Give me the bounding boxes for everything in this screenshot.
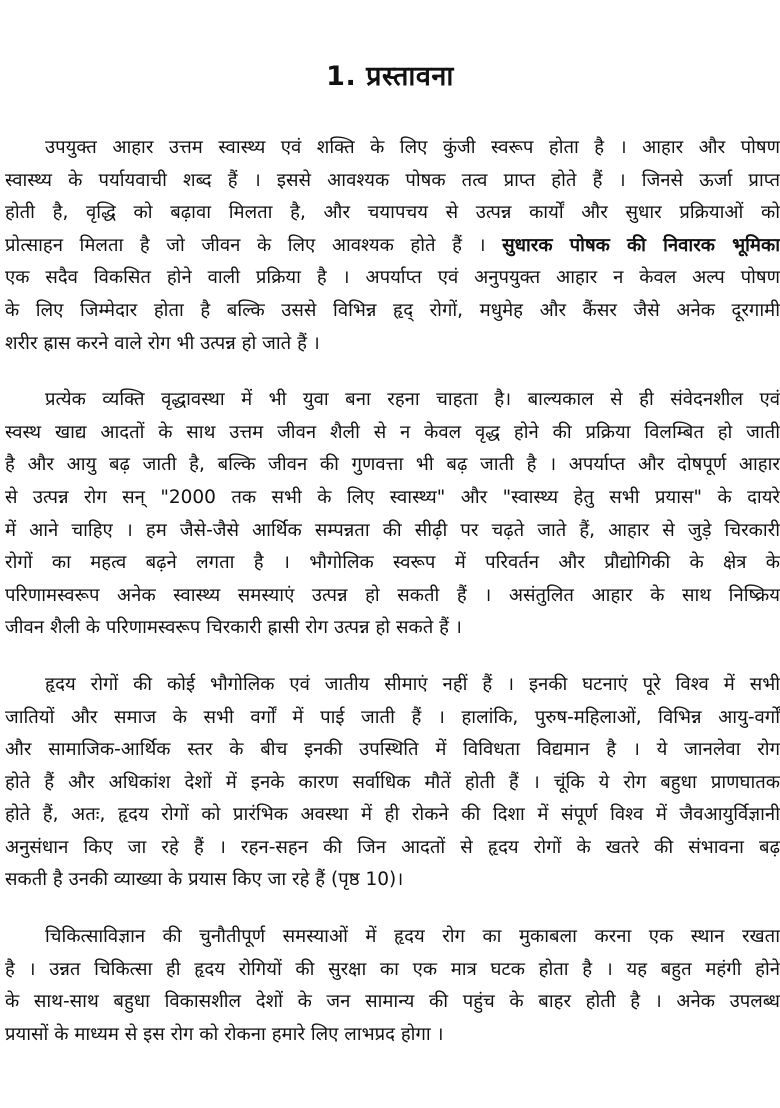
paragraph-2 — [5, 384, 780, 645]
text-line: स्वस्थ खाद्य आदतों के साथ उत्तम जीवन शैली से न केवल वृद्ध होने की प्रक्रिया विलम्बित हो जाती — [5, 421, 780, 443]
text-line: के लिए जिम्मेदार होता है बल्कि उससे विभिन्न हृद् रोगों, मधुमेह और कैंसर जैसे अनेक दूरगामी — [5, 299, 780, 321]
paragraph-3 — [5, 669, 780, 897]
text-line: के साथ-साथ बहुधा विकासशील देशों के जन सामान्य की पहुंच के बाहर होती है । अनेक उपलब्ध — [5, 991, 780, 1013]
text-line: होते हैं, अतः, हृदय रोगों को प्रारंभिक अवस्था में ही रोकने की दिशा में संपूर्ण विश्व में जैवआयुर्विज्ञानी — [5, 804, 780, 826]
text-line: है और आयु बढ़ जाती है, बल्कि जीवन की गुणवत्ता भी बढ़ जाती है । अपर्याप्त और दोषपूर्ण आहार — [5, 454, 780, 476]
text-line: रोगों का महत्व बढ़ने लगता है । भौगोलिक स्वरूप में परिवर्तन और प्रौद्योगिकी के क्षेत्र के — [5, 552, 780, 574]
text-line: प्रयासों के माध्यम से इस रोग को रोकना हमारे लिए लाभप्रद होगा । — [5, 1023, 444, 1045]
text-line: होते हैं और अधिकांश देशों में इनके कारण सर्वाधिक मौतें होती हैं । चूंकि ये रोग बहुधा प्राणघातक — [5, 771, 780, 793]
text-line: होती है, वृद्धि को बढ़ावा मिलता है, और चयापचय से उत्पन्न कार्यों और सुधार प्रक्रियाओं को — [5, 202, 780, 224]
text-line: में आने चाहिए । हम जैसे-जैसे आर्थिक सम्पन्नता की सीढ़ी पर चढ़ते जाते हैं, आहार से जुड़े चिरकारी — [5, 519, 780, 541]
text-line: प्रत्येक व्यक्ति वृद्धावस्था में भी युवा बना रहना चाहता है। बाल्यकाल से ही संवेदनशील एवं — [45, 389, 780, 411]
text-line: और सामाजिक-आर्थिक स्तर के बीच इनकी उपस्थिति में विविधता विद्यमान है । ये जानलेवा रोग — [5, 739, 780, 761]
text-line: जातियों और समाज के सभी वर्गों में पाई जाती हैं । हालांकि, पुरुष-महिलाओं, विभिन्न आयु-वर्गों — [5, 706, 780, 728]
text-line: है । उन्नत चिकित्सा ही हृदय रोगियों की सुरक्षा का एक मात्र घटक होता है । यह बहुत महंगी होने — [5, 958, 780, 980]
text-line: हृदय रोगों की कोई भौगोलिक एवं जातीय सीमाएं नहीं हैं । इनकी घटनाएं पूरे विश्व में सभी — [45, 673, 780, 695]
text-line: से उत्पन्न रोग सन् "2000 तक सभी के लिए स्वास्थ्य" और "स्वास्थ्य हेतु सभी प्रयास" के दायरे — [5, 486, 780, 508]
text-line: सकती है उनकी व्याख्या के प्रयास किए जा रहे हैं (पृष्ठ 10)। — [5, 869, 404, 891]
text-segment: प्रोत्साहन मिलता है जो जीवन के लिए आवश्यक होते हैं । — [5, 234, 503, 256]
paragraph-1 — [5, 132, 780, 360]
text-line: शरीर ह्रास करने वाले रोग भी उत्पन्न हो जाते हैं । — [5, 332, 320, 354]
text-line: स्वास्थ्य के पर्यायवाची शब्द हैं । इससे आवश्यक पोषक तत्व प्राप्त होते हैं । जिनसे ऊर्जा प्राप्त — [5, 169, 780, 191]
text-line — [5, 230, 780, 263]
text-line: अनुसंधान किए जा रहे हैं । रहन-सहन की जिन आदतों से हृदय रोगों के खतरे की संभावना बढ़ — [5, 836, 780, 858]
bold-phrase: सुधारक पोषक की निवारक भूमिका — [502, 234, 780, 256]
text-line: जीवन शैली के परिणामस्वरूप चिरकारी ह्रासी रोग उत्पन्न हो सकते हैं । — [5, 617, 462, 639]
paragraph-4 — [5, 921, 780, 1051]
text-line: एक सदैव विकसित होने वाली प्रक्रिया है । अपर्याप्त एवं अनुपयुक्त आहार न केवल अल्प पोषण — [5, 267, 780, 289]
text-line: परिणामस्वरूप अनेक स्वास्थ्य समस्याएं उत्पन्न हो सकती हैं । असंतुलित आहार के साथ निष्क्रिय — [5, 584, 780, 606]
text-line: चिकित्साविज्ञान की चुनौतीपूर्ण समस्याओं में हृदय रोग का मुकाबला करना एक स्थान रखता — [45, 926, 780, 948]
document-body — [5, 132, 780, 1075]
text-line: उपयुक्त आहार उत्तम स्वास्थ्य एवं शक्ति के लिए कुंजी स्वरूप होता है । आहार और पोषण — [45, 137, 780, 158]
page-title: 1. प्रस्तावना — [326, 61, 454, 92]
